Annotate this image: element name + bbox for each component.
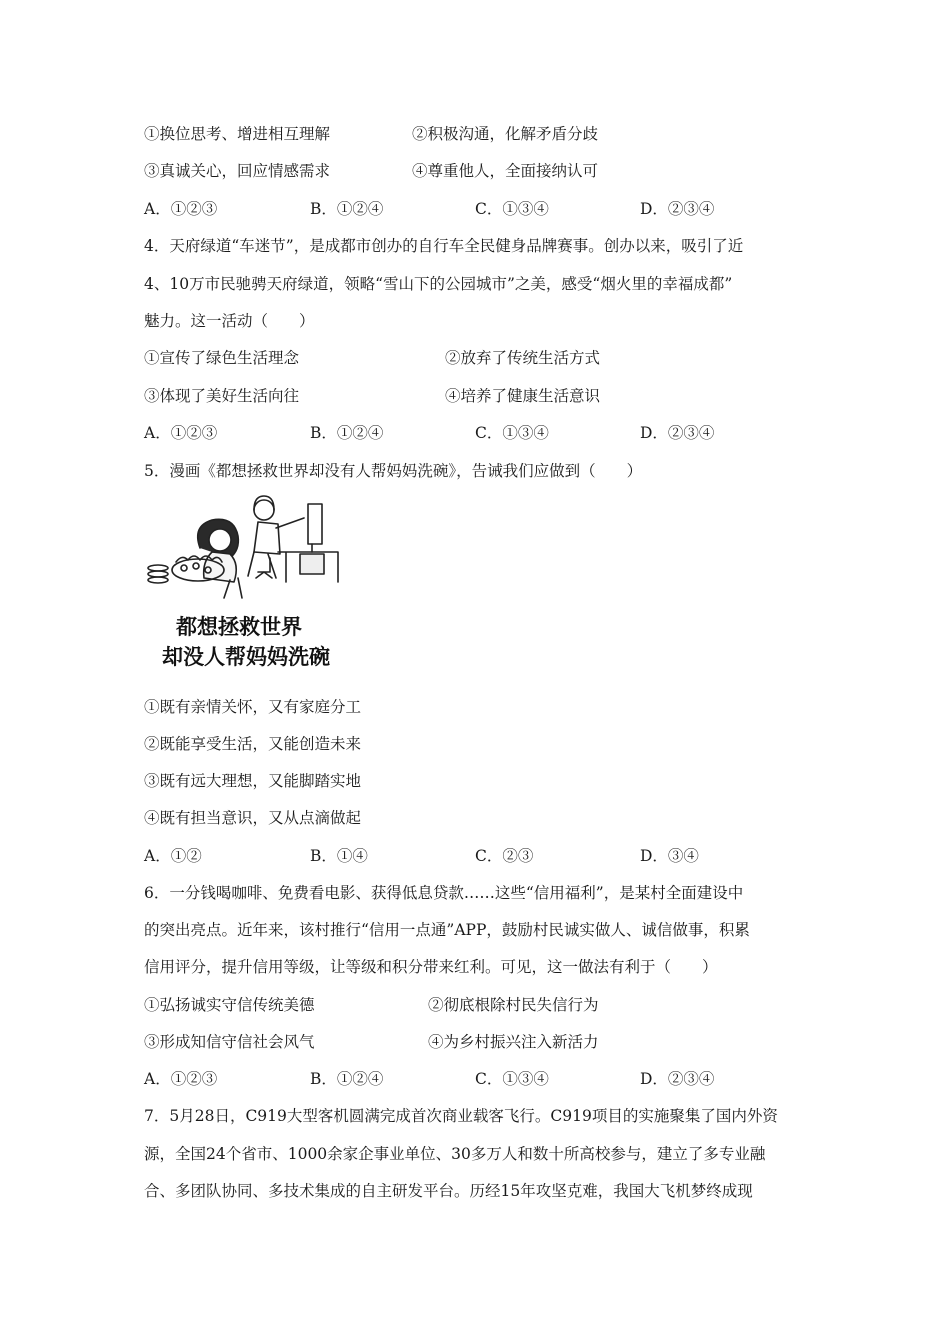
q4-stem-line-3: 魅力。这一活动（ ） (144, 312, 315, 330)
cartoon-caption-line-2: 却没人帮妈妈洗碗 (162, 645, 330, 669)
q4-option-d: D．②③④ (640, 424, 715, 442)
q7-stem-line-3: 合、多团队协同、多技术集成的自主研发平台。历经15年攻坚克难，我国大飞机梦终成现 (144, 1182, 753, 1200)
q6-option-a: A．①②③ (144, 1070, 218, 1088)
q5-statement-4: ④既有担当意识，又从点滴做起 (144, 809, 362, 827)
q4-stem-line-2: 4、10万市民驰骋天府绿道，领略“雪山下的公园城市”之美，感受“烟火里的幸福成都” (144, 275, 733, 293)
q6-option-d: D．②③④ (640, 1070, 715, 1088)
q5-option-a: A．①② (144, 847, 202, 865)
q3-statement-2: ②积极沟通，化解矛盾分歧 (412, 125, 599, 143)
q6-option-b: B．①②④ (310, 1070, 384, 1088)
q3-option-b: B．①②④ (310, 200, 384, 218)
q6-statement-1: ①弘扬诚实守信传统美德 (144, 996, 315, 1014)
q5-option-c: C．②③ (475, 847, 534, 865)
cartoon-caption-line-1: 都想拯救世界 (176, 615, 302, 639)
q6-statement-3: ③形成知信守信社会风气 (144, 1033, 315, 1051)
q5-statement-3: ③既有远大理想，又能脚踏实地 (144, 772, 362, 790)
q4-option-c: C．①③④ (475, 424, 549, 442)
q3-option-c: C．①③④ (475, 200, 549, 218)
q3-statement-1: ①换位思考、增进相互理解 (144, 125, 331, 143)
q5-statement-1: ①既有亲情关怀，又有家庭分工 (144, 698, 362, 716)
cartoon-image (140, 488, 350, 678)
q7-stem-line-2: 源，全国24个省市、1000余家企事业单位、30多万人和数十所高校参与，建立了多专业融 (144, 1145, 766, 1163)
q6-stem-line-3: 信用评分，提升信用等级，让等级和积分带来红利。可见，这一做法有利于（ ） (144, 958, 718, 976)
q4-statement-1: ①宣传了绿色生活理念 (144, 349, 300, 367)
q5-statement-2: ②既能享受生活，又能创造未来 (144, 735, 362, 753)
q5-option-d: D．③④ (640, 847, 699, 865)
q6-option-c: C．①③④ (475, 1070, 549, 1088)
q6-statement-2: ②彻底根除村民失信行为 (428, 996, 599, 1014)
q6-stem-line-2: 的突出亮点。近年来，该村推行“信用一点通”APP，鼓励村民诚实做人、诚信做事，积累 (144, 921, 750, 939)
q7-stem-line-1: 7．5月28日，C919大型客机圆满完成首次商业载客飞行。C919项目的实施聚集了国内外资 (144, 1107, 778, 1125)
q3-option-a: A．①②③ (144, 200, 218, 218)
q3-option-d: D．②③④ (640, 200, 715, 218)
q4-statement-4: ④培养了健康生活意识 (445, 387, 601, 405)
q3-statement-3: ③真诚关心，回应情感需求 (144, 162, 331, 180)
q4-stem-line-1: 4．天府绿道“车迷节”，是成都市创办的自行车全民健身品牌赛事。创办以来，吸引了近 (144, 237, 744, 255)
q4-statement-3: ③体现了美好生活向往 (144, 387, 300, 405)
q5-option-b: B．①④ (310, 847, 368, 865)
q6-stem-line-1: 6．一分钱喝咖啡、免费看电影、获得低息贷款……这些“信用福利”，是某村全面建设中 (144, 884, 744, 902)
q6-statement-4: ④为乡村振兴注入新活力 (428, 1033, 599, 1051)
q4-option-b: B．①②④ (310, 424, 384, 442)
q4-statement-2: ②放弃了传统生活方式 (445, 349, 601, 367)
q3-statement-4: ④尊重他人，全面接纳认可 (412, 162, 599, 180)
q5-stem: 5．漫画《都想拯救世界却没有人帮妈妈洗碗》，告诫我们应做到（ ） (144, 462, 643, 480)
q4-option-a: A．①②③ (144, 424, 218, 442)
